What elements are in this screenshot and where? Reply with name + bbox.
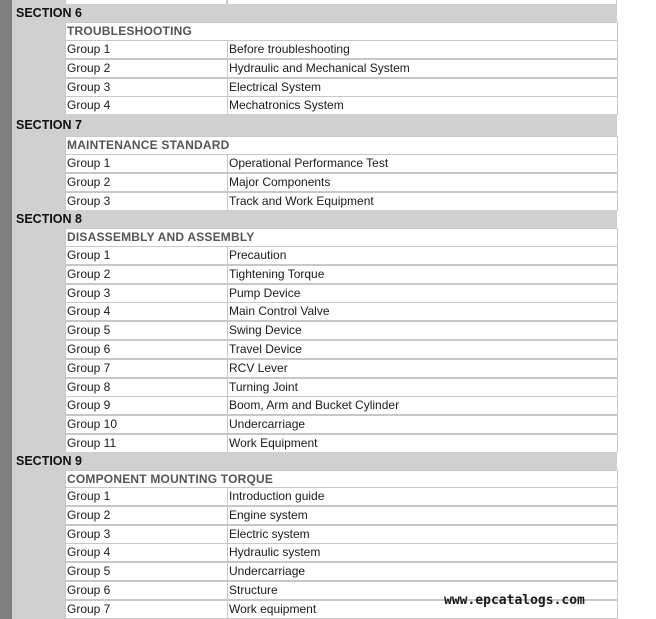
group-number-cell: Group 6: [65, 340, 228, 359]
group-topic-cell: Main Control Valve: [227, 302, 618, 321]
table-row: [12, 321, 617, 340]
group-topic-cell: Precaution: [227, 246, 618, 265]
section-8-title: SECTION 8: [16, 212, 82, 226]
group-topic-cell: Electric system: [227, 525, 618, 544]
table-row: [12, 434, 617, 453]
group-topic-cell: Undercarriage: [227, 415, 618, 434]
group-topic-cell: Undercarriage: [227, 562, 618, 581]
table-row: [12, 173, 617, 192]
group-topic-cell: Tightening Torque: [227, 265, 618, 284]
group-number-cell: Group 1: [65, 487, 228, 506]
table-row: [12, 378, 617, 397]
table-row: [12, 543, 617, 562]
group-number-cell: Group 2: [65, 173, 228, 192]
section-7-heading-row: [12, 136, 617, 155]
group-topic-cell: Electrical System: [227, 78, 618, 97]
section-8-band: [12, 210, 617, 228]
table-row: [12, 246, 617, 265]
group-number-cell: Group 2: [65, 506, 228, 525]
table-row: [12, 59, 617, 78]
table-row: [12, 396, 617, 415]
table-row: [12, 562, 617, 581]
table-row: [12, 40, 617, 59]
watermark-text: www.epcatalogs.com: [444, 593, 585, 608]
table-row: [12, 340, 617, 359]
group-topic-cell: RCV Lever: [227, 359, 618, 378]
table-row: [12, 192, 617, 211]
group-number-cell: Group 7: [65, 359, 228, 378]
group-topic-cell: Operational Performance Test: [227, 154, 618, 173]
group-topic-cell: Pump Device: [227, 284, 618, 303]
group-topic-cell: Before troubleshooting: [227, 40, 618, 59]
toc-table: [12, 0, 617, 619]
section-7-band: [12, 114, 617, 136]
group-number-cell: Group 3: [65, 284, 228, 303]
section-9-heading: COMPONENT MOUNTING TORQUE: [65, 470, 618, 489]
group-number-cell: Group 3: [65, 192, 228, 211]
group-number-cell: Group 4: [65, 96, 228, 115]
group-topic-cell: Major Components: [227, 173, 618, 192]
group-number-cell: Group 3: [65, 525, 228, 544]
group-topic-cell: Boom, Arm and Bucket Cylinder: [227, 396, 618, 415]
section-8-heading-row: [12, 228, 617, 247]
group-topic-cell: Turning Joint: [227, 378, 618, 397]
group-number-cell: Group 4: [65, 302, 228, 321]
section-8-heading: DISASSEMBLY AND ASSEMBLY: [65, 228, 618, 247]
left-border-bar: [0, 0, 12, 619]
section-6-title: SECTION 6: [16, 6, 82, 20]
group-topic-cell: Structure: [227, 581, 618, 600]
section-7-title: SECTION 7: [16, 118, 82, 132]
table-row: [12, 154, 617, 173]
group-number-cell: Group 3: [65, 78, 228, 97]
group-topic-cell: Travel Device: [227, 340, 618, 359]
group-number-cell: Group 6: [65, 581, 228, 600]
table-row: [12, 506, 617, 525]
group-number-cell: Group 11: [65, 434, 228, 453]
table-row: [12, 265, 617, 284]
group-topic-cell: Hydraulic and Mechanical System: [227, 59, 618, 78]
group-number-cell: Group 10: [65, 415, 228, 434]
group-topic-cell: Work Equipment: [227, 434, 618, 453]
group-topic-cell: Work equipment: [227, 600, 618, 619]
table-row: [12, 415, 617, 434]
group-number-cell: Group 5: [65, 562, 228, 581]
group-topic-cell: Hydraulic system: [227, 543, 618, 562]
group-topic-cell: Mechatronics System: [227, 96, 618, 115]
section-6-heading: TROUBLESHOOTING: [65, 22, 618, 41]
table-row: [12, 525, 617, 544]
table-row: [12, 78, 617, 97]
group-number-cell: Group 2: [65, 265, 228, 284]
group-topic-cell: Introduction guide: [227, 487, 618, 506]
group-topic-cell: Swing Device: [227, 321, 618, 340]
group-number-cell: Group 1: [65, 246, 228, 265]
group-number-cell: Group 7: [65, 600, 228, 619]
group-number-cell: Group 8: [65, 378, 228, 397]
table-row: [12, 359, 617, 378]
group-number-cell: Group 1: [65, 154, 228, 173]
group-number-cell: Group 1: [65, 40, 228, 59]
group-number-cell: Group 5: [65, 321, 228, 340]
table-row: [12, 487, 617, 506]
table-row: [12, 284, 617, 303]
group-number-cell: Group 2: [65, 59, 228, 78]
table-row: [12, 96, 617, 115]
group-topic-cell: Track and Work Equipment: [227, 192, 618, 211]
table-row: [12, 302, 617, 321]
group-topic-cell: Engine system: [227, 506, 618, 525]
section-6-band: [12, 4, 617, 22]
section-6-heading-row: [12, 22, 617, 41]
group-number-cell: Group 4: [65, 543, 228, 562]
group-number-cell: Group 9: [65, 396, 228, 415]
section-9-band: [12, 452, 617, 470]
section-7-heading: MAINTENANCE STANDARD: [65, 136, 618, 155]
section-9-title: SECTION 9: [16, 454, 82, 468]
